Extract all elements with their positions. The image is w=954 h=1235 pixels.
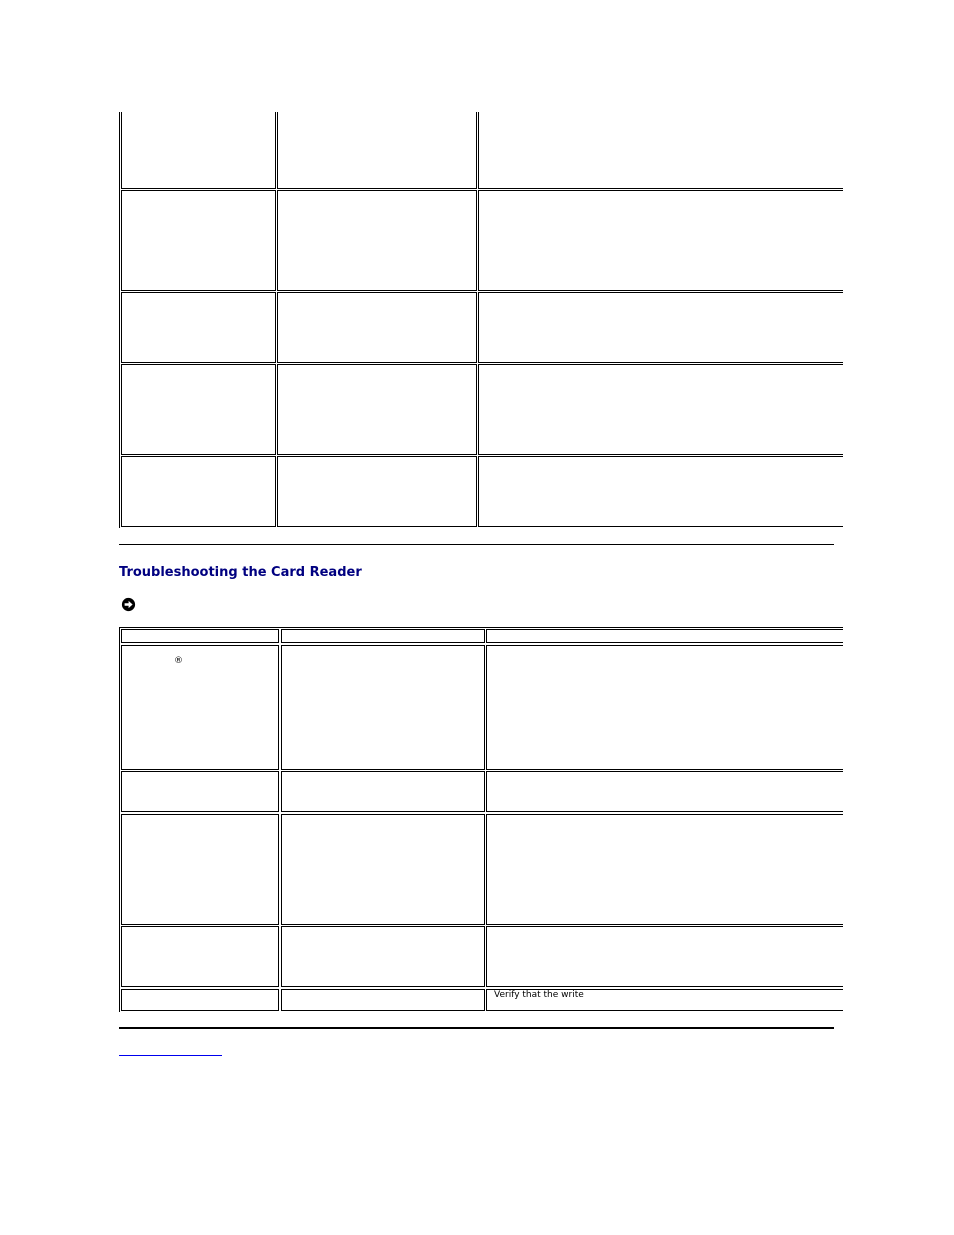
row-1-col-3 (486, 645, 843, 770)
row-2-col-3 (486, 771, 843, 812)
upper-row-2-col-1 (121, 190, 276, 291)
row-1-col-2 (281, 645, 485, 770)
upper-row-2-col-2 (277, 190, 477, 291)
row-4-col-2 (281, 926, 485, 987)
row-5-col-1 (121, 989, 279, 1011)
upper-row-1-col-3 (478, 112, 843, 189)
header-col-1 (121, 629, 279, 643)
row-1-col-1 (121, 645, 279, 770)
upper-row-1-col-2 (277, 112, 477, 189)
row-4-col-1 (121, 926, 279, 987)
upper-row-5-col-3 (478, 456, 843, 527)
row-3-col-1 (121, 814, 279, 925)
last-row-solution-text: Verify that the write (494, 990, 584, 1000)
upper-row-5-col-1 (121, 456, 276, 527)
header-col-3 (486, 629, 843, 643)
upper-row-3-col-1 (121, 292, 276, 363)
upper-row-1-col-1 (121, 112, 276, 189)
header-col-2 (281, 629, 485, 643)
registered-mark: ® (174, 656, 183, 666)
row-3-col-2 (281, 814, 485, 925)
upper-row-4-col-1 (121, 364, 276, 455)
row-5-col-2 (281, 989, 485, 1011)
upper-row-4-col-3 (478, 364, 843, 455)
section-divider (119, 544, 834, 545)
row-2-col-1 (121, 771, 279, 812)
notice-icon (121, 597, 136, 612)
section-title: Troubleshooting the Card Reader (119, 565, 362, 580)
upper-row-5-col-2 (277, 456, 477, 527)
row-2-col-2 (281, 771, 485, 812)
upper-row-3-col-3 (478, 292, 843, 363)
upper-row-4-col-2 (277, 364, 477, 455)
bottom-divider (119, 1027, 834, 1029)
row-4-col-3 (486, 926, 843, 987)
upper-row-3-col-2 (277, 292, 477, 363)
upper-row-2-col-3 (478, 190, 843, 291)
row-3-col-3 (486, 814, 843, 925)
back-to-contents-link[interactable] (119, 1055, 222, 1056)
